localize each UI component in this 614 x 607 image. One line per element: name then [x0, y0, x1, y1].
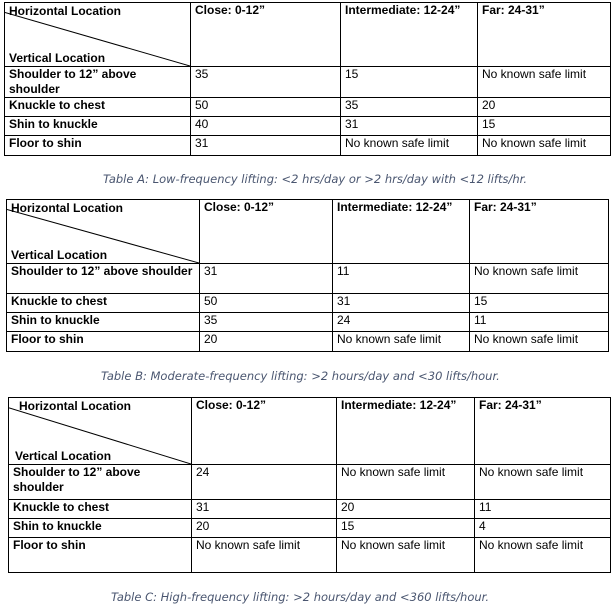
table-row	[9, 519, 611, 538]
cell-value: No known safe limit	[192, 538, 337, 573]
table-a	[4, 2, 611, 156]
table-a-caption: Table A: Low-frequency lifting: <2 hrs/day or >2 hrs/day with <12 lifts/hr.	[103, 172, 527, 186]
cell-value: 35	[341, 98, 478, 117]
horizontal-location-label: Horizontal Location	[9, 4, 121, 18]
table-row	[5, 117, 611, 136]
cell-value: 31	[192, 500, 337, 519]
row-label: Knuckle to chest	[5, 98, 191, 117]
row-label: Floor to shin	[9, 538, 192, 573]
cell-value: No known safe limit	[478, 67, 611, 98]
row-label: Shoulder to 12” above shoulder	[5, 67, 191, 98]
cell-value: 31	[333, 294, 470, 313]
cell-value: 31	[200, 264, 333, 294]
horizontal-location-label: Horizontal Location	[11, 201, 123, 215]
cell-value: 15	[341, 67, 478, 98]
column-header-far: Far: 24-31”	[478, 3, 611, 67]
table-b	[6, 199, 609, 352]
cell-value: No known safe limit	[337, 538, 475, 573]
cell-value: No known safe limit	[475, 465, 611, 500]
column-header-close: Close: 0-12”	[200, 200, 333, 264]
cell-value: No known safe limit	[341, 136, 478, 156]
cell-value: 31	[341, 117, 478, 136]
column-header-far: Far: 24-31”	[475, 398, 611, 465]
cell-value: 40	[191, 117, 341, 136]
column-header-close: Close: 0-12”	[191, 3, 341, 67]
vertical-location-label: Vertical Location	[9, 51, 106, 65]
cell-value: No known safe limit	[333, 332, 470, 352]
column-header-intermediate: Intermediate: 12-24”	[337, 398, 475, 465]
cell-value: 20	[478, 98, 611, 117]
cell-value: 15	[470, 294, 609, 313]
table-c-caption: Table C: High-frequency lifting: >2 hours/day and <360 lifts/hour.	[111, 590, 489, 604]
cell-value: 50	[191, 98, 341, 117]
horizontal-location-label: Horizontal Location	[19, 399, 131, 413]
cell-value: 15	[337, 519, 475, 538]
cell-value: 15	[478, 117, 611, 136]
cell-value: 4	[475, 519, 611, 538]
cell-value: 35	[191, 67, 341, 98]
cell-value: No known safe limit	[470, 264, 609, 294]
vertical-location-label: Vertical Location	[15, 449, 112, 463]
column-header-intermediate: Intermediate: 12-24”	[341, 3, 478, 67]
table-row	[5, 98, 611, 117]
row-label: Shoulder to 12” above shoulder	[7, 264, 200, 294]
table-row	[5, 136, 611, 156]
cell-value: No known safe limit	[478, 136, 611, 156]
cell-value: No known safe limit	[470, 332, 609, 352]
cell-value: 35	[200, 313, 333, 332]
corner-header	[7, 200, 200, 264]
table-row	[7, 313, 609, 332]
corner-header	[5, 3, 191, 67]
table-row	[9, 465, 611, 500]
corner-header	[9, 398, 192, 465]
table-row	[7, 294, 609, 313]
vertical-location-label: Vertical Location	[11, 248, 108, 262]
table-row	[9, 500, 611, 519]
row-label: Knuckle to chest	[7, 294, 200, 313]
table-row	[5, 67, 611, 98]
cell-value: 20	[192, 519, 337, 538]
cell-value: 20	[200, 332, 333, 352]
row-label: Floor to shin	[7, 332, 200, 352]
cell-value: No known safe limit	[337, 465, 475, 500]
row-label: Shin to knuckle	[9, 519, 192, 538]
cell-value: 24	[333, 313, 470, 332]
cell-value: 11	[470, 313, 609, 332]
table-row	[7, 264, 609, 294]
row-label: Shin to knuckle	[5, 117, 191, 136]
cell-value: 20	[337, 500, 475, 519]
table-row	[7, 332, 609, 352]
cell-value: 24	[192, 465, 337, 500]
column-header-far: Far: 24-31”	[470, 200, 609, 264]
cell-value: No known safe limit	[475, 538, 611, 573]
cell-value: 50	[200, 294, 333, 313]
table-row	[9, 538, 611, 573]
column-header-close: Close: 0-12”	[192, 398, 337, 465]
row-label: Knuckle to chest	[9, 500, 192, 519]
cell-value: 31	[191, 136, 341, 156]
table-c	[8, 397, 611, 573]
column-header-intermediate: Intermediate: 12-24”	[333, 200, 470, 264]
row-label: Shoulder to 12” above shoulder	[9, 465, 192, 500]
table-b-caption: Table B: Moderate-frequency lifting: >2 hours/day and <30 lifts/hour.	[101, 369, 500, 383]
row-label: Shin to knuckle	[7, 313, 200, 332]
cell-value: 11	[475, 500, 611, 519]
cell-value: 11	[333, 264, 470, 294]
row-label: Floor to shin	[5, 136, 191, 156]
